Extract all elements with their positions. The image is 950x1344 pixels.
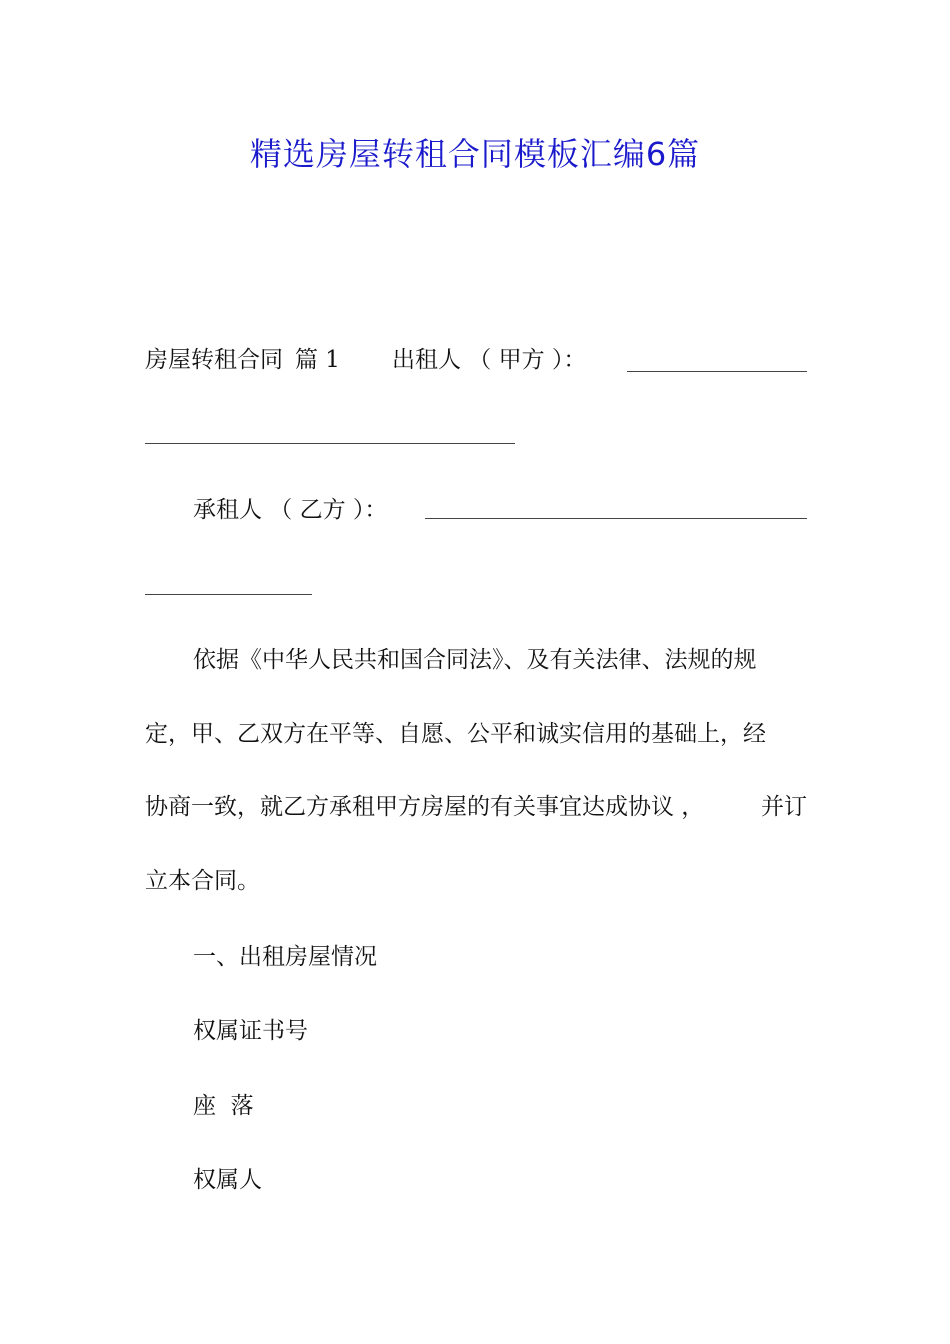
lessee-line [193, 492, 807, 528]
preamble-line-2: 定，甲、乙双方在平等、自愿、公平和诚实信用的基础上，经 [145, 721, 766, 747]
preamble-line-3-main: 协商一致，就乙方承租甲方房屋的有关事宜达成协议 ， [145, 794, 705, 820]
lessor-blank-line [627, 371, 807, 372]
lessee-blank-line-cont [145, 594, 312, 595]
lessor-label: 出租人 （ 甲方 ）： [391, 347, 587, 373]
lessee-label: 承租人 （ 乙方 ）： [193, 497, 388, 523]
property-cert-label: 权属证书号 [193, 1018, 308, 1044]
lessee-blank-line [425, 518, 807, 519]
location-label: 座 落 [193, 1093, 254, 1119]
preamble-line-3-end: 并订 [761, 794, 807, 820]
preamble-line-4: 立本合同。 [145, 868, 260, 894]
preamble-line-3 [145, 789, 807, 825]
header-line [145, 342, 807, 378]
section-heading: 一、出租房屋情况 [193, 944, 377, 970]
chapter-label: 篇 1 [295, 347, 340, 373]
preamble-line-1: 依据《中华人民共和国合同法》、及有关法律、法规的规 [193, 647, 757, 673]
owner-label: 权属人 [193, 1167, 262, 1193]
document-title: 精选房屋转租合同模板汇编6篇 [249, 135, 701, 173]
contract-name: 房屋转租合同 [145, 347, 283, 373]
lessor-blank-line-cont [145, 443, 515, 444]
